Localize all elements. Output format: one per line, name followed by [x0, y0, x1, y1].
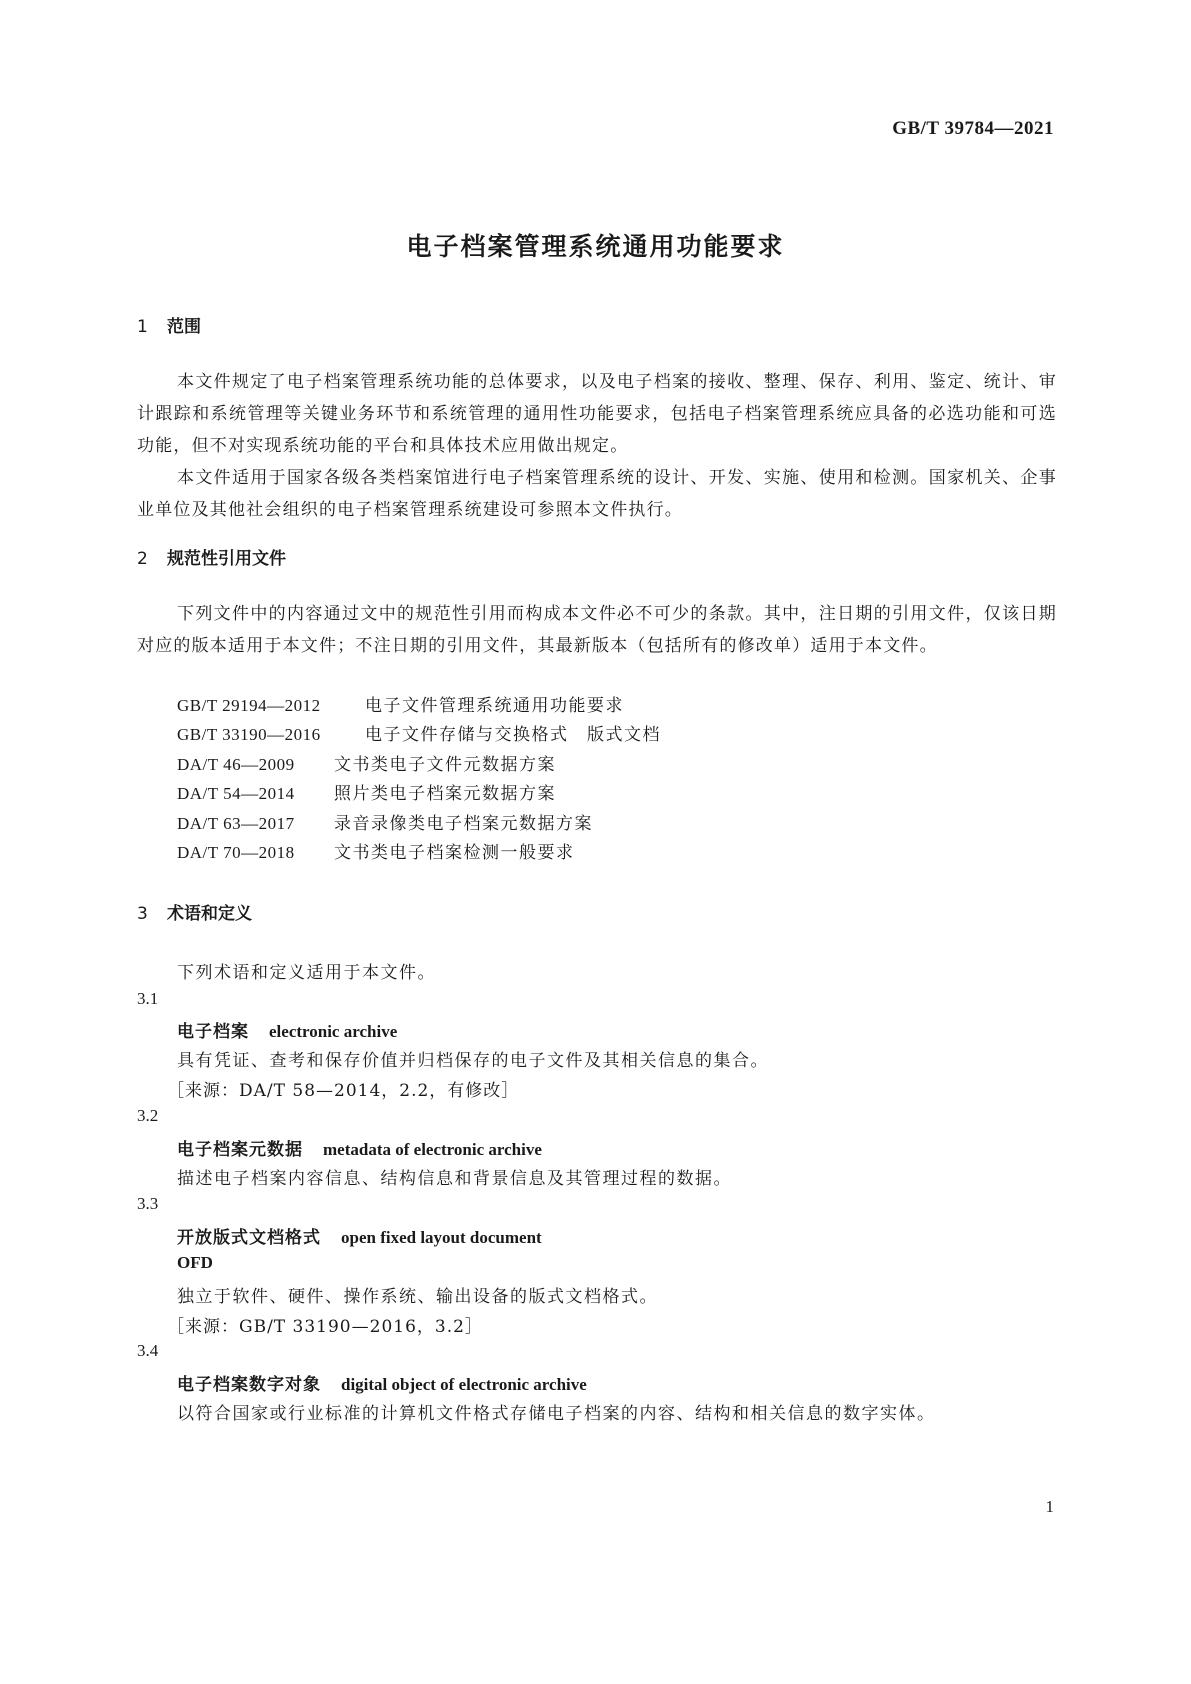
- term-english: electronic archive: [269, 1022, 398, 1041]
- document-title: 电子档案管理系统通用功能要求: [406, 232, 785, 261]
- term-heading: [177, 1017, 397, 1042]
- term-definition: 独立于软件、硬件、操作系统、输出设备的版式文档格式。: [177, 1287, 658, 1307]
- term-heading: [177, 1223, 542, 1248]
- reference-code: DA/T 46—2009: [177, 755, 295, 774]
- section-1-paragraph-1: 本文件规定了电子档案管理系统功能的总体要求，以及电子档案的接收、整理、保存、利用、鉴定、统计、审计跟踪和系统管理等关键业务环节和系统管理的通用性功能要求，包括电子档案管理系统应具备的必选功能和可选功能，但不对实现系统功能的平台和具体技术应用做出规定。: [137, 372, 1057, 456]
- reference-code: DA/T 70—2018: [177, 843, 295, 862]
- reference-title: 文书类电子档案检测一般要求: [334, 843, 575, 863]
- reference-title: 电子文件存储与交换格式 版式文档: [365, 725, 661, 745]
- reference-item: [177, 779, 556, 804]
- reference-item: [177, 838, 575, 863]
- reference-code: GB/T 33190—2016: [177, 725, 321, 744]
- term-heading: [177, 1135, 542, 1160]
- reference-title: 电子文件管理系统通用功能要求: [365, 696, 624, 716]
- standard-code: GB/T 39784—2021: [892, 118, 1054, 139]
- reference-title: 照片类电子档案元数据方案: [334, 784, 556, 804]
- section-title: 术语和定义: [167, 904, 252, 924]
- term-abbreviation-text: OFD: [177, 1253, 213, 1272]
- reference-code: GB/T 29194—2012: [177, 696, 321, 715]
- term-definition: 描述电子档案内容信息、结构信息和背景信息及其管理过程的数据。: [177, 1169, 732, 1189]
- clause-number: 3.1: [137, 989, 159, 1008]
- section-3-heading: [137, 899, 252, 924]
- reference-title: 录音录像类电子档案元数据方案: [334, 814, 593, 834]
- section-1-heading: [137, 312, 201, 337]
- term-english: metadata of electronic archive: [323, 1140, 542, 1159]
- term-english: digital object of electronic archive: [341, 1375, 587, 1394]
- term-abbreviation: [177, 1253, 213, 1273]
- section-title: 规范性引用文件: [167, 549, 286, 569]
- term-definition: 以符合国家或行业标准的计算机文件格式存储电子档案的内容、结构和相关信息的数字实体。: [177, 1404, 936, 1424]
- section-number: 2: [137, 549, 148, 569]
- reference-item: [177, 691, 624, 716]
- section-2-heading: [137, 544, 286, 569]
- section-1-paragraph-2: 本文件适用于国家各级各类档案馆进行电子档案管理系统的设计、开发、实施、使用和检测。国家机关、企事业单位及其他社会组织的电子档案管理系统建设可参照本文件执行。: [137, 468, 1057, 520]
- clause-number: 3.3: [137, 1194, 159, 1213]
- term-chinese: 电子档案数字对象: [177, 1375, 321, 1395]
- section-2-intro: 下列文件中的内容通过文中的规范性引用而构成本文件必不可少的条款。其中，注日期的引用文件，仅该日期对应的版本适用于本文件；不注日期的引用文件，其最新版本（包括所有的修改单）适用于本文件。: [137, 604, 1057, 656]
- term-english: open fixed layout document: [341, 1228, 542, 1247]
- term-definition: 具有凭证、查考和保存价值并归档保存的电子文件及其相关信息的集合。: [177, 1051, 769, 1071]
- reference-item: [177, 809, 593, 834]
- section-title: 范围: [167, 317, 201, 337]
- term-chinese: 开放版式文档格式: [177, 1228, 321, 1248]
- term-heading: [177, 1370, 587, 1395]
- reference-title: 文书类电子文件元数据方案: [334, 755, 556, 775]
- reference-item: [177, 750, 556, 775]
- term-source: ［来源：GB/T 33190—2016，3.2］: [167, 1317, 483, 1337]
- reference-code: DA/T 63—2017: [177, 814, 295, 833]
- term-chinese: 电子档案: [177, 1022, 249, 1042]
- term-chinese: 电子档案元数据: [177, 1140, 303, 1160]
- term-source: ［来源：DA/T 58—2014，2.2，有修改］: [167, 1081, 520, 1101]
- page-number: 1: [1045, 1497, 1054, 1516]
- section-3-intro: 下列术语和定义适用于本文件。: [177, 963, 436, 983]
- clause-number: 3.2: [137, 1106, 159, 1125]
- reference-item: [177, 720, 661, 745]
- clause-number: 3.4: [137, 1341, 159, 1360]
- section-number: 1: [137, 317, 148, 337]
- reference-code: DA/T 54—2014: [177, 784, 295, 803]
- section-number: 3: [137, 904, 148, 924]
